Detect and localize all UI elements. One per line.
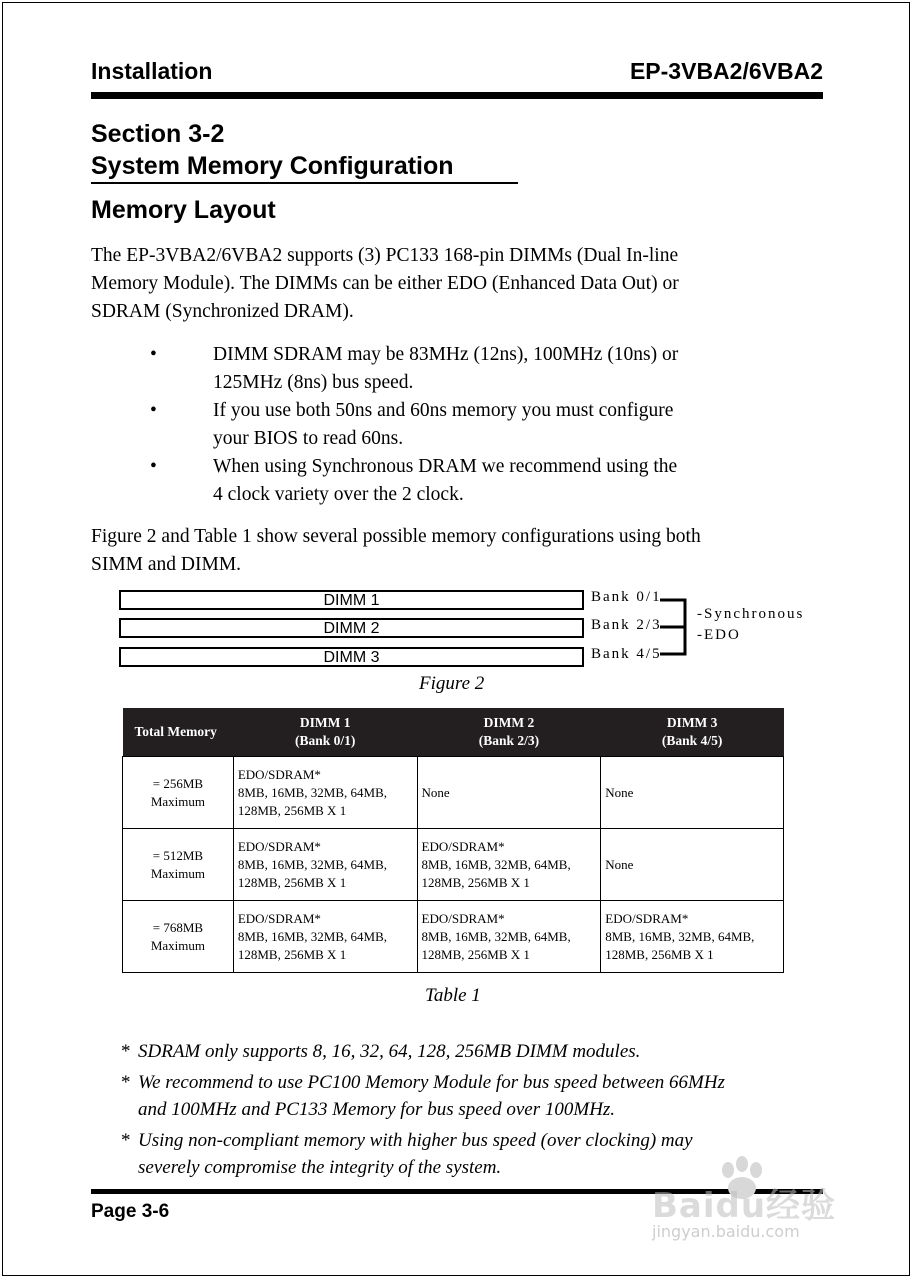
header-chapter: Installation — [91, 58, 213, 84]
footnote-text: and 100MHz and PC133 Memory for bus speed over 100MHz. — [138, 1099, 616, 1120]
cell-text: 128MB, 256MB X 1 — [605, 946, 714, 962]
header-text: (Bank 0/1) — [295, 733, 356, 748]
cell-text: = 768MB — [152, 919, 204, 935]
total-cell — [123, 829, 234, 901]
section-rule — [91, 182, 518, 184]
column-header — [601, 708, 784, 757]
cell-text: 128MB, 256MB X 1 — [421, 874, 530, 890]
table-row — [123, 757, 784, 829]
section-number: Section 3-2 — [91, 120, 225, 148]
cell-text: None — [605, 856, 634, 872]
bullet-text: 4 clock variety over the 2 clock. — [213, 484, 464, 505]
header-text: Total Memory — [134, 724, 217, 739]
intro-paragraph — [91, 242, 791, 326]
column-header — [417, 708, 601, 757]
cell-text: = 256MB — [152, 775, 204, 791]
asterisk-icon: * — [121, 1130, 131, 1151]
section-heading — [91, 118, 454, 182]
cell-text: 8MB, 16MB, 32MB, 64MB, — [237, 784, 388, 800]
cell-text: 128MB, 256MB X 1 — [237, 874, 347, 890]
table-cell — [233, 901, 417, 973]
bank-bracket-icon — [660, 596, 695, 662]
header-text: DIMM 3 — [666, 715, 718, 730]
dimm-slot-1: DIMM 1 — [119, 590, 584, 610]
memory-type-label: -EDO — [697, 627, 741, 643]
intro-line: Memory Module). The DIMMs can be either EDO (Enhanced Data Out) or — [91, 273, 679, 294]
bullet-icon: • — [150, 400, 157, 421]
table-row — [123, 829, 784, 901]
cell-text: EDO/SDRAM* — [421, 838, 505, 854]
header-text: DIMM 1 — [299, 715, 351, 730]
subheading: Memory Layout — [91, 196, 276, 224]
bank-label: Bank 4/5 — [591, 646, 662, 662]
table-caption: Table 1 — [425, 985, 481, 1006]
table-cell — [601, 757, 784, 829]
header-text: (Bank 4/5) — [661, 733, 723, 748]
cell-text: 8MB, 16MB, 32MB, 64MB, — [421, 856, 571, 872]
footnote-text: We recommend to use PC100 Memory Module for bus speed between 66MHz — [138, 1072, 725, 1093]
list-item — [150, 397, 790, 453]
asterisk-icon: * — [121, 1072, 131, 1093]
table-row — [123, 901, 784, 973]
cell-text: EDO/SDRAM* — [421, 910, 505, 926]
bullet-text: When using Synchronous DRAM we recommend using the — [213, 456, 678, 477]
footnote-text: SDRAM only supports 8, 16, 32, 64, 128, 256MB DIMM modules. — [138, 1041, 641, 1062]
header-rule — [91, 92, 823, 99]
table-cell — [417, 757, 601, 829]
bank-label: Bank 2/3 — [591, 617, 662, 633]
cell-text: EDO/SDRAM* — [237, 910, 321, 926]
intro-line: The EP-3VBA2/6VBA2 supports (3) PC133 168-pin DIMMs (Dual In-line — [91, 245, 679, 266]
cell-text: = 512MB — [152, 847, 204, 863]
watermark-brand: Baidu经验 — [652, 1186, 837, 1226]
footnote — [121, 1038, 841, 1065]
list-item — [150, 341, 790, 397]
bullet-text: your BIOS to read 60ns. — [213, 428, 404, 449]
cell-text: 8MB, 16MB, 32MB, 64MB, — [237, 856, 388, 872]
watermark-url: jingyan.baidu.com — [652, 1222, 800, 1241]
watermark — [650, 1150, 860, 1250]
footnote-text: severely compromise the integrity of the system. — [138, 1157, 502, 1178]
cell-text: None — [605, 784, 634, 800]
cell-text: Maximum — [150, 865, 205, 881]
table-cell — [233, 757, 417, 829]
table-cell — [417, 901, 601, 973]
table-cell — [601, 901, 784, 973]
cell-text: 8MB, 16MB, 32MB, 64MB, — [605, 928, 755, 944]
footnote-text: Using non-compliant memory with higher bus speed (over clocking) may — [138, 1130, 693, 1151]
memory-type-label: -Synchronous — [697, 606, 805, 622]
total-cell — [123, 901, 234, 973]
page-number: Page 3-6 — [91, 1201, 170, 1222]
figure-caption: Figure 2 — [419, 673, 485, 694]
footnote — [121, 1069, 841, 1123]
dimm-slot-3: DIMM 3 — [119, 647, 584, 667]
cell-text: 8MB, 16MB, 32MB, 64MB, — [237, 928, 388, 944]
cell-text: EDO/SDRAM* — [605, 910, 689, 926]
figure-intro-line: Figure 2 and Table 1 show several possible memory configurations using both — [91, 526, 701, 547]
cell-text: 8MB, 16MB, 32MB, 64MB, — [421, 928, 571, 944]
cell-text: None — [421, 784, 450, 800]
memory-config-table — [122, 708, 784, 973]
bullet-text: DIMM SDRAM may be 83MHz (12ns), 100MHz (10ns) or — [213, 344, 679, 365]
bullet-text: If you use both 50ns and 60ns memory you must configure — [213, 400, 674, 421]
section-title: System Memory Configuration — [91, 152, 454, 180]
table-cell — [601, 829, 784, 901]
cell-text: EDO/SDRAM* — [237, 766, 321, 782]
table-header-row — [123, 708, 784, 757]
bullet-text: 125MHz (8ns) bus speed. — [213, 372, 414, 393]
bullet-list — [150, 341, 790, 509]
figure-intro — [91, 523, 791, 579]
header-text: (Bank 2/3) — [478, 733, 540, 748]
cell-text: 128MB, 256MB X 1 — [237, 802, 347, 818]
table-cell — [417, 829, 601, 901]
cell-text: Maximum — [150, 937, 205, 953]
header-model: EP-3VBA2/6VBA2 — [629, 58, 823, 84]
dimm-slot-2: DIMM 2 — [119, 618, 584, 638]
cell-text: EDO/SDRAM* — [237, 838, 321, 854]
table-cell — [233, 829, 417, 901]
total-cell — [123, 757, 234, 829]
column-header — [233, 708, 417, 757]
asterisk-icon: * — [121, 1041, 131, 1062]
figure-intro-line: SIMM and DIMM. — [91, 554, 242, 575]
cell-text: 128MB, 256MB X 1 — [421, 946, 530, 962]
intro-line: SDRAM (Synchronized DRAM). — [91, 301, 354, 322]
bullet-icon: • — [150, 456, 157, 477]
column-header — [123, 708, 234, 757]
list-item — [150, 453, 790, 509]
bank-label: Bank 0/1 — [591, 589, 662, 605]
cell-text: 128MB, 256MB X 1 — [237, 946, 347, 962]
header-text: DIMM 2 — [483, 715, 535, 730]
cell-text: Maximum — [150, 793, 205, 809]
bullet-icon: • — [150, 344, 157, 365]
